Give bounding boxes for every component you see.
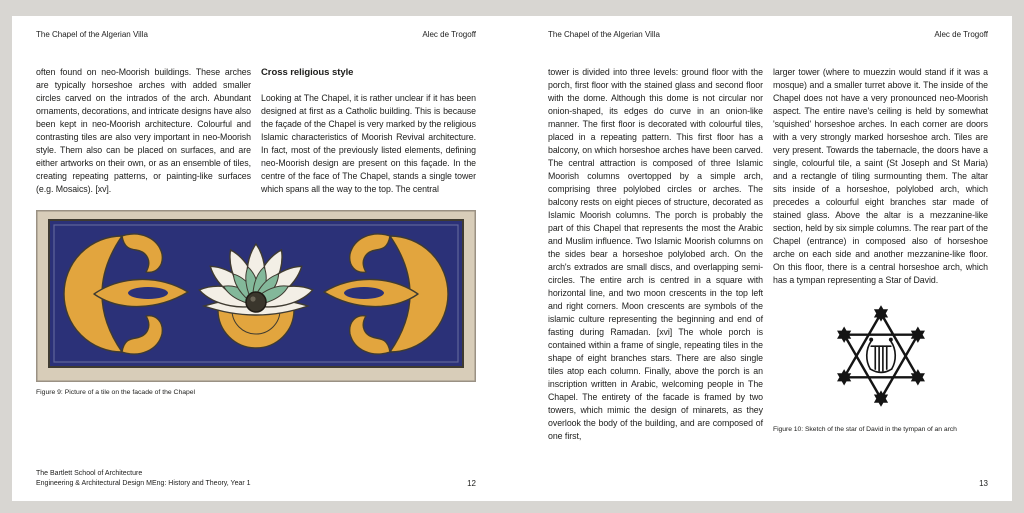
lyre-icon (866, 338, 894, 373)
page-right-footer (548, 479, 988, 489)
running-title: The Chapel of the Algerian Villa (548, 30, 660, 39)
star-of-david-sketch-image (822, 297, 940, 415)
left-column-2 (261, 66, 476, 196)
body-paragraph: often found on neo-Moorish buildings. These arches are typically horseshoe arches with added smaller circles carved on the intrados of the arch. Abundant ornaments, decorations, and intricate designs have also been kept in neo-Moorish architecture. Colourful and contrasting tiles are also very important in neo-Moorish style. Them also can be placed on surfaces, and are either artworks on their own, or as an ensemble of tiles, creating repeating patterns, or painting-like surfaces (e.g. Mosaics). [xv]. (36, 67, 251, 194)
body-paragraph: larger tower (where to muezzin would stand if it was a mosque) and a smaller turret above it. The inside of the Chapel does not have a very pronounced neo-Moorish aspect. The entire nave's ceiling is held by somewhat 'squished' horseshoe arches. In each corner are doors with a very strongly marked horseshoe arch. Tiles are very present. Towards the tabernacle, the doors have a single, colourful tile, a saint (St Joseph and St Maria) and a rectangle of tiling surmounting them. The altar sits inside of a horseshoe, polylobed arch, which precedes a colourful eight branches star made of stained glass. Above the altar is a mezzanine-like section, held by six simple columns. The rear part of the Chapel (entrance) in composed also of horseshoe arche on each side and another mezzanine-like floor. On this floor, there is a central horseshoe arch, which has a tympan representing a Star of David. (773, 67, 988, 285)
body-paragraph: Looking at The Chapel, it is rather unclear if it has been designed at first as a Catholic building. This is because the façade of the Chapel is very marked by the religious Islamic characteristics of Moorish Revival architecture. In fact, most of the previously listed elements, defining neo-Moorish design are present on this façade. In the centre of the face of The Chapel, stands a single tower which spans all the way to the top. The central (261, 93, 476, 194)
figure-10-caption: Figure 10: Sketch of the star of David in the tympan of an arch (773, 426, 957, 433)
page-right-columns (548, 66, 988, 443)
page-left (12, 16, 512, 501)
body-paragraph: tower is divided into three levels: ground floor with the porch, first floor with the stained glass and second floor with the dome. Although this dome is not circular nor onion-shaped, its edges do curve in an onion-like manner. The first floor is decorated with colourful tiles, placed in a repeating pattern. This first floor has a balcony, on which horseshoe arches have been carved. The central attraction is composed of three Islamic Moorish columns overtopped by a simple arch, comprising three polylobed circles or arches. The balcony rests on eight pieces of structure, decorated as Islamic Moorish columns. The porch is probably the part of this Chapel that represents the most the Arabic and Muslim influence. Two Islamic Moorish columns on the sides bear a horseshoe polylobed arch. On the arch's extrados are small discs, and overlapping semi-circles. The entire arch is centred in a square with horizontal line, and two moon crescents in the top left and right corners. Moon crescents are symbols of the islamic culture representing the beginning and end of fasting during Ramadan. [xvi] The whole porch is contained within a frame of single, repeating tiles in the shape of eight branches stars. There are also single tiles atop each column. Finally, above the porch is an inscription written in Arabic, welcoming people in The Chapel. The entirety of the facade is framed by two towers, which mimic the design of minarets, as they overlook the body of the building, and are composed of one first, (548, 67, 763, 441)
page-right (512, 16, 1012, 501)
page-left-columns (36, 66, 476, 196)
page-number-left: 12 (467, 478, 476, 488)
footer-school: The Bartlett School of Architecture (36, 470, 143, 477)
left-column-1 (36, 66, 251, 196)
section-heading: Cross religious style (261, 67, 354, 78)
figure-9-caption: Figure 9: Picture of a tile on the facade of the Chapel (36, 389, 196, 396)
page-number-right: 13 (979, 478, 988, 488)
footer-course: Engineering & Architectural Design MEng: History and Theory, Year 1 (36, 479, 251, 487)
page-right-header (548, 30, 988, 40)
right-column-1 (548, 66, 763, 443)
author-name: Alec de Trogoff (934, 30, 988, 39)
author-name: Alec de Trogoff (422, 30, 476, 39)
footer-affiliation (36, 469, 251, 488)
tile-photo-image (36, 210, 476, 382)
page-left-footer (36, 469, 476, 488)
figure-9 (36, 210, 476, 397)
running-title: The Chapel of the Algerian Villa (36, 30, 148, 39)
figure-10 (773, 297, 988, 434)
page-left-header (36, 30, 476, 40)
right-column-2 (773, 66, 988, 443)
